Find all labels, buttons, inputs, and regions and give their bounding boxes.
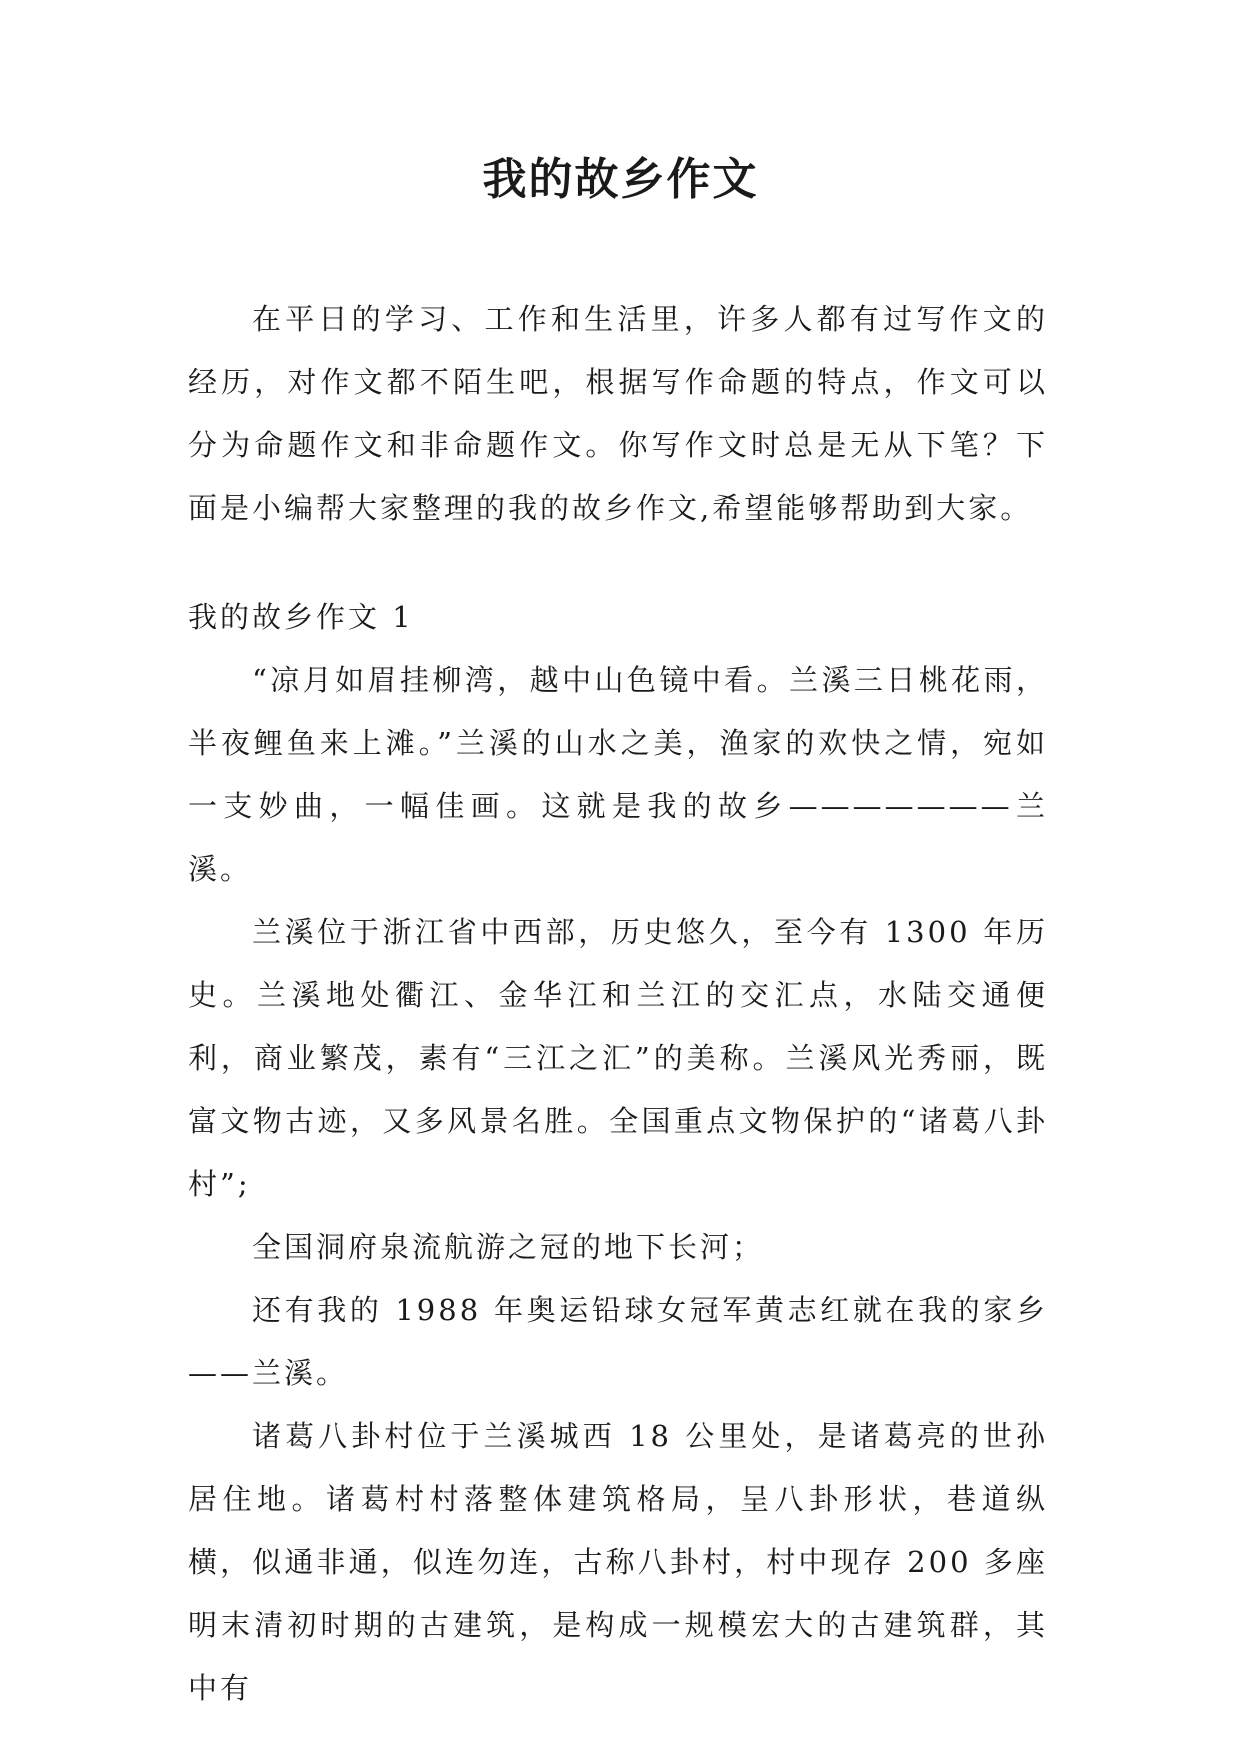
document-title: 我的故乡作文	[482, 154, 759, 205]
paragraph-3: 全国洞府泉流航游之冠的地下长河；	[252, 1230, 765, 1264]
paragraph-5: 诸葛八卦村位于兰溪城西 18 公里处，是诸葛亮的世孙居住地。诸葛村村落整体建筑格局，呈八卦形状，巷道纵横，似通非通，似连勿连，古称八卦村，村中现存 200 多座明末清初时期的古建筑，是构成一规模宏大的古建筑群，其中有	[188, 1419, 1048, 1705]
paragraph-1: “凉月如眉挂柳湾，越中山色镜中看。兰溪三日桃花雨，半夜鲤鱼来上滩。”兰溪的山水之美，渔家的欢快之情，宛如一支妙曲，一幅佳画。这就是我的故乡———————兰溪。	[188, 663, 1048, 886]
document-body	[188, 288, 1048, 1720]
intro-paragraph: 在平日的学习、工作和生活里，许多人都有过写作文的经历，对作文都不陌生吧，根据写作命题的特点，作文可以分为命题作文和非命题作文。你写作文时总是无从下笔？下面是小编帮大家整理的我的故乡作文,希望能够帮助到大家。	[188, 302, 1048, 525]
section-heading: 我的故乡作文 1	[188, 600, 414, 634]
paragraph-gap	[188, 540, 1048, 586]
paragraph-4: 还有我的 1988 年奥运铅球女冠军黄志红就在我的家乡——兰溪。	[188, 1293, 1048, 1390]
paragraph-2: 兰溪位于浙江省中西部，历史悠久，至今有 1300 年历史。兰溪地处衢江、金华江和兰江的交汇点，水陆交通便利，商业繁茂，素有“三江之汇”的美称。兰溪风光秀丽，既富文物古迹，又多风景名胜。全国重点文物保护的“诸葛八卦村”;	[188, 915, 1048, 1201]
